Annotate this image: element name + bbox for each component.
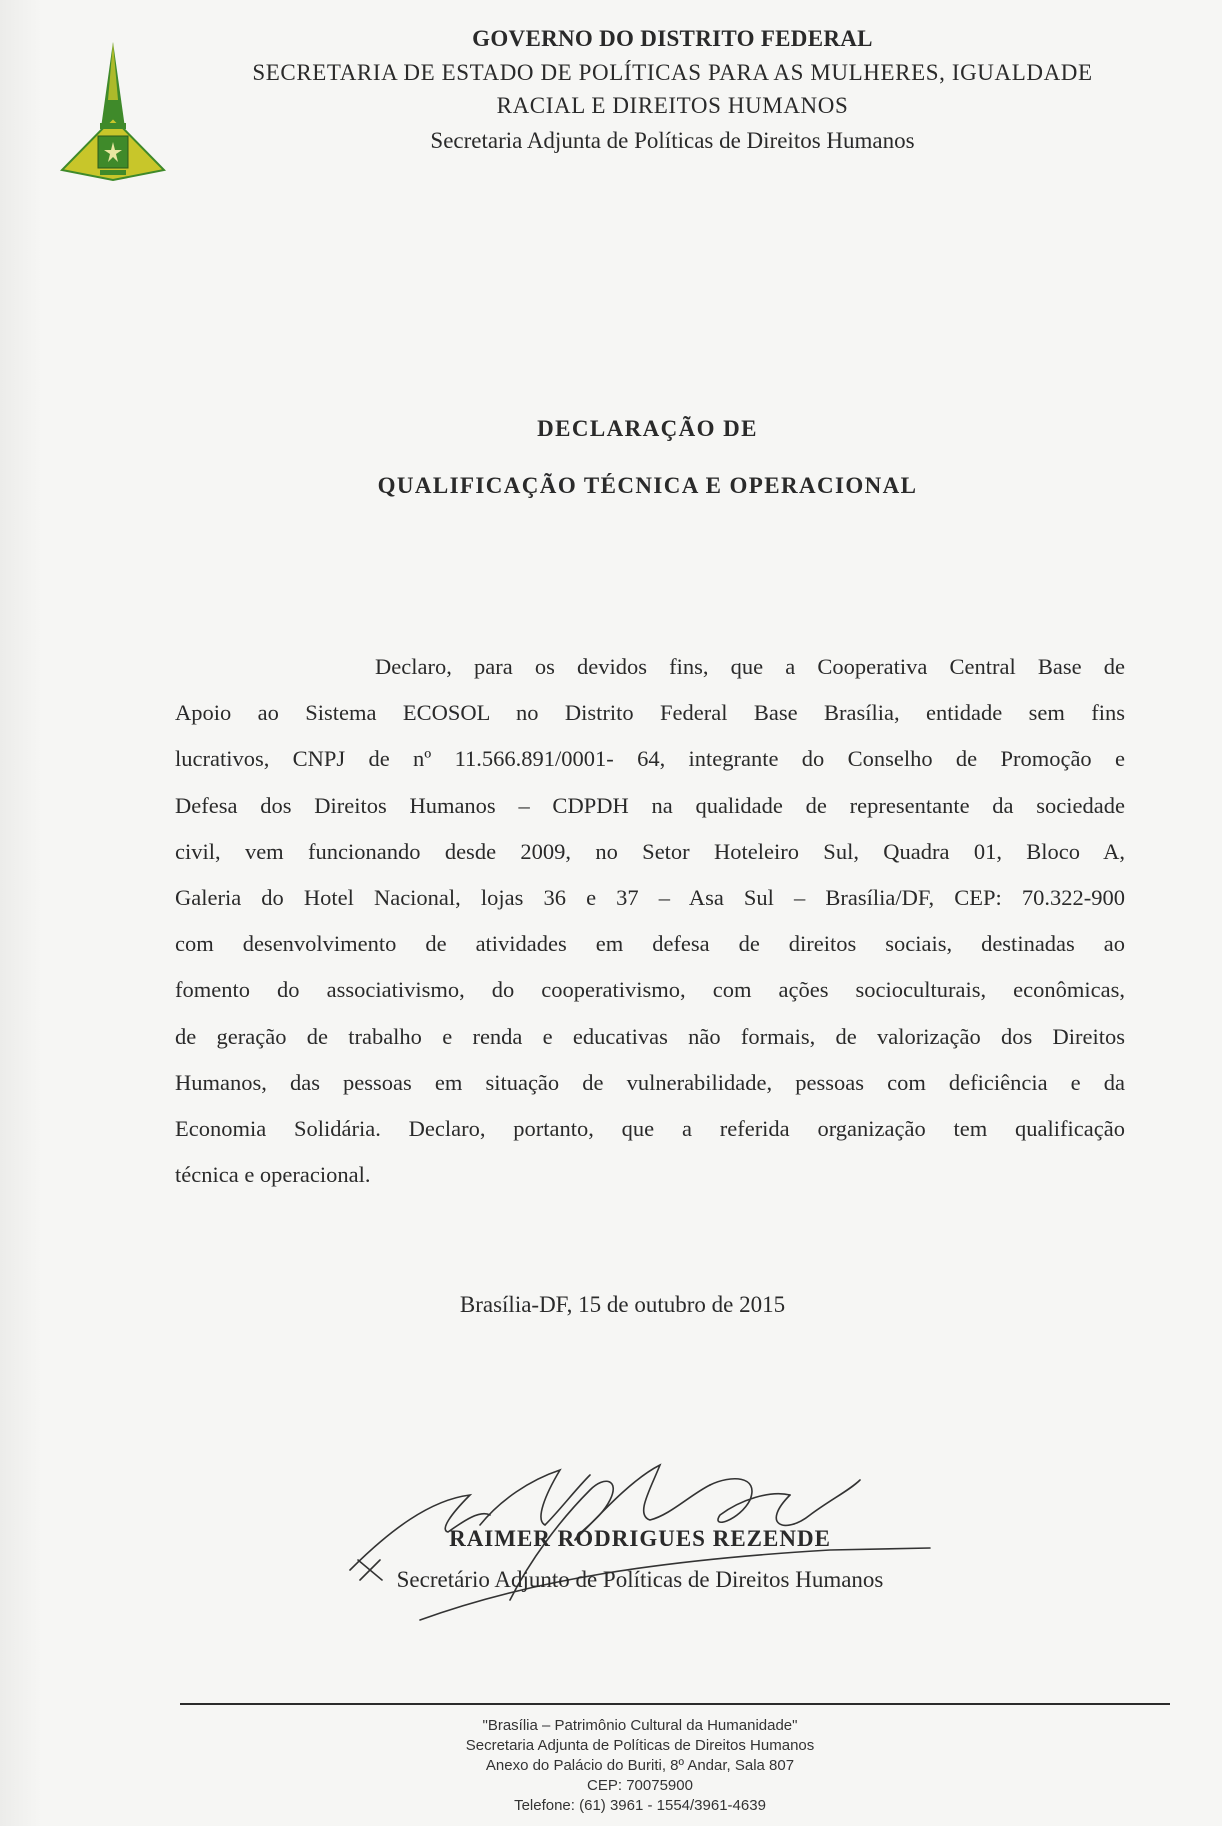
footer-postal-code: CEP: 70075900 — [587, 1777, 693, 1794]
signatory-role: Secretário Adjunto de Políticas de Direitos Humanos — [396, 1567, 884, 1592]
place-and-date: Brasília-DF, 15 de outubro de 2015 — [459, 1292, 786, 1317]
body-line: Economia Solidária. Declaro, portanto, que a referida organização tem qualificação — [175, 1116, 1125, 1142]
body-line: com desenvolvimento de atividades em defesa de direitos sociais, destinadas ao — [175, 931, 1125, 957]
signatory-name: RAIMER RODRIGUES REZENDE — [449, 1526, 831, 1551]
document-subtitle: QUALIFICAÇÃO TÉCNICA E OPERACIONAL — [377, 473, 918, 498]
footer-divider — [180, 1703, 1170, 1705]
footer-motto: "Brasília – Patrimônio Cultural da Humanidade" — [482, 1717, 798, 1734]
scan-edge-shadow — [0, 0, 42, 1826]
body-line: fomento do associativismo, do cooperativismo, com ações socioculturais, econômicas, — [175, 977, 1125, 1003]
body-line: Humanos, das pessoas em situação de vulnerabilidade, pessoas com deficiência e da — [175, 1069, 1125, 1095]
secretariat-name-continued: RACIAL E DIREITOS HUMANOS — [496, 93, 849, 118]
body-line: Declaro, para os devidos fins, que a Cooperativa Central Base de — [375, 654, 1125, 679]
body-line: Galeria do Hotel Nacional, lojas 36 e 37 – Asa Sul – Brasília/DF, CEP: 70.322-900 — [175, 885, 1125, 911]
document-title: DECLARAÇÃO DE — [537, 416, 758, 441]
letterhead — [200, 22, 1145, 160]
body-line: Apoio ao Sistema ECOSOL no Distrito Federal Base Brasília, entidade sem fins — [175, 700, 1125, 726]
declaration-body — [175, 644, 1125, 1198]
gdf-coat-of-arms-icon — [56, 40, 171, 190]
body-line: de geração de trabalho e renda e educativas não formais, de valorização dos Direitos — [175, 1023, 1125, 1049]
government-name: GOVERNO DO DISTRITO FEDERAL — [472, 26, 873, 51]
adjunct-secretariat-name: Secretaria Adjunta de Políticas de Direitos Humanos — [430, 128, 915, 153]
secretariat-name: SECRETARIA DE ESTADO DE POLÍTICAS PARA AS MULHERES, IGUALDADE — [252, 60, 1093, 85]
footer-phone: Telefone: (61) 3961 - 1554/3961-4639 — [514, 1797, 766, 1814]
footer-office: Secretaria Adjunta de Políticas de Direitos Humanos — [465, 1737, 815, 1754]
body-line: civil, vem funcionando desde 2009, no Setor Hoteleiro Sul, Quadra 01, Bloco A, — [175, 838, 1125, 864]
footer — [330, 1716, 950, 1816]
footer-address: Anexo do Palácio do Buriti, 8º Andar, Sala 807 — [485, 1757, 795, 1774]
body-line: Defesa dos Direitos Humanos – CDPDH na qualidade de representante da sociedade — [175, 792, 1125, 818]
body-line: lucrativos, CNPJ de nº 11.566.891/0001- 64, integrante do Conselho de Promoção e — [175, 746, 1125, 772]
body-line: técnica e operacional. — [175, 1162, 371, 1188]
